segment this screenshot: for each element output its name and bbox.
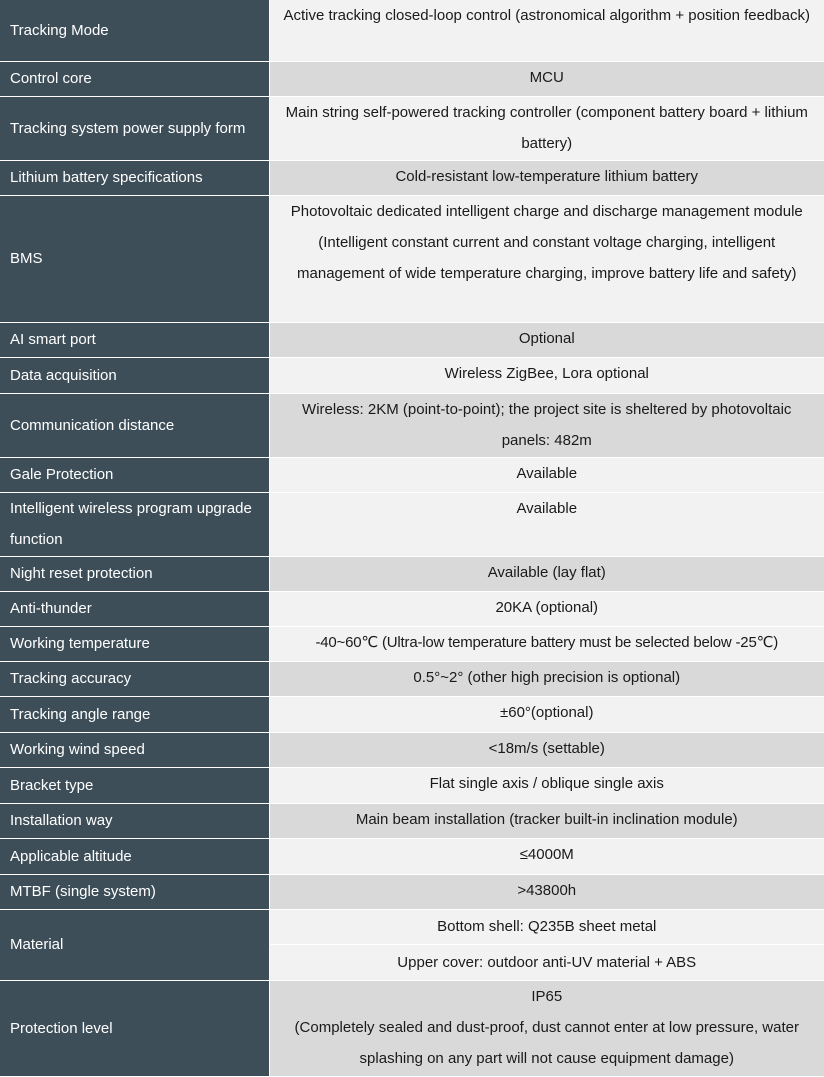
protection-rating: IP65: [531, 987, 563, 1005]
table-row: [0, 0, 824, 61]
row-value: Active tracking closed-loop control (astronomical algorithm + position feedback): [269, 0, 824, 61]
row-value: Available: [269, 492, 824, 556]
row-value: Cold-resistant low-temperature lithium battery: [269, 160, 824, 195]
row-value: 0.5°~2° (other high precision is optional): [269, 661, 824, 696]
row-label: Tracking Mode: [0, 0, 269, 61]
row-label: Communication distance: [0, 393, 269, 457]
row-label: Bracket type: [0, 767, 269, 803]
row-value: Available: [269, 457, 824, 492]
row-value: 20KA (optional): [269, 591, 824, 626]
row-value: >43800h: [269, 874, 824, 909]
row-label: MTBF (single system): [0, 874, 269, 909]
protection-label: Protection level: [0, 980, 269, 1076]
row-label: Gale Protection: [0, 457, 269, 492]
row-value: Main beam installation (tracker built-in inclination module): [269, 803, 824, 838]
table-row: [0, 626, 824, 661]
table-row: [0, 696, 824, 732]
row-label: Tracking system power supply form: [0, 96, 269, 160]
row-label: Lithium battery specifications: [0, 160, 269, 195]
table-row: [0, 160, 824, 195]
row-label: Working temperature: [0, 626, 269, 661]
row-label: Tracking angle range: [0, 696, 269, 732]
row-value: Wireless: 2KM (point-to-point); the project site is sheltered by photovoltaic panels: 482m: [269, 393, 824, 457]
row-label: Anti-thunder: [0, 591, 269, 626]
row-label: Working wind speed: [0, 732, 269, 767]
table-row: [0, 322, 824, 357]
table-row: [0, 61, 824, 96]
row-value: -40~60℃ (Ultra-low temperature battery must be selected below -25℃): [269, 626, 824, 661]
table-row: [0, 732, 824, 767]
table-row: [0, 767, 824, 803]
row-value: Flat single axis / oblique single axis: [269, 767, 824, 803]
row-label: Control core: [0, 61, 269, 96]
table-row-protection: [0, 980, 824, 1076]
table-row: [0, 661, 824, 696]
table-row: [0, 803, 824, 838]
table-row: [0, 96, 824, 160]
table-row: [0, 357, 824, 393]
row-value: MCU: [269, 61, 824, 96]
row-label: Tracking accuracy: [0, 661, 269, 696]
row-label: Night reset protection: [0, 556, 269, 591]
protection-value: [269, 980, 824, 1076]
material-value-bottom: Bottom shell: Q235B sheet metal: [269, 909, 824, 944]
row-value: Photovoltaic dedicated intelligent charge and discharge management module (Intelligent constant current and constant voltage charging, intelligent management of wide temperature charging, improve battery life and safety): [269, 195, 824, 322]
row-label: Intelligent wireless program upgrade function: [0, 492, 269, 556]
row-value: Optional: [269, 322, 824, 357]
row-value: <18m/s (settable): [269, 732, 824, 767]
material-label: Material: [0, 909, 269, 980]
table-row: [0, 874, 824, 909]
row-value: Wireless ZigBee, Lora optional: [269, 357, 824, 393]
row-value: ≤4000M: [269, 838, 824, 874]
material-value-upper: Upper cover: outdoor anti-UV material + ABS: [269, 944, 824, 980]
row-label: Installation way: [0, 803, 269, 838]
table-row: [0, 457, 824, 492]
table-row: [0, 195, 824, 322]
row-value: Main string self-powered tracking controller (component battery board + lithium battery): [269, 96, 824, 160]
table-row: [0, 393, 824, 457]
row-label: BMS: [0, 195, 269, 322]
table-row: [0, 492, 824, 556]
row-value: ±60°(optional): [269, 696, 824, 732]
table-row: [0, 591, 824, 626]
row-value: Available (lay flat): [269, 556, 824, 591]
row-label: AI smart port: [0, 322, 269, 357]
table-row: [0, 838, 824, 874]
table-row-material: [0, 909, 824, 944]
row-label: Applicable altitude: [0, 838, 269, 874]
protection-description: (Completely sealed and dust-proof, dust cannot enter at low pressure, water splashing on any part will not cause equipment damage): [294, 1018, 799, 1067]
row-label: Data acquisition: [0, 357, 269, 393]
table-row: [0, 556, 824, 591]
